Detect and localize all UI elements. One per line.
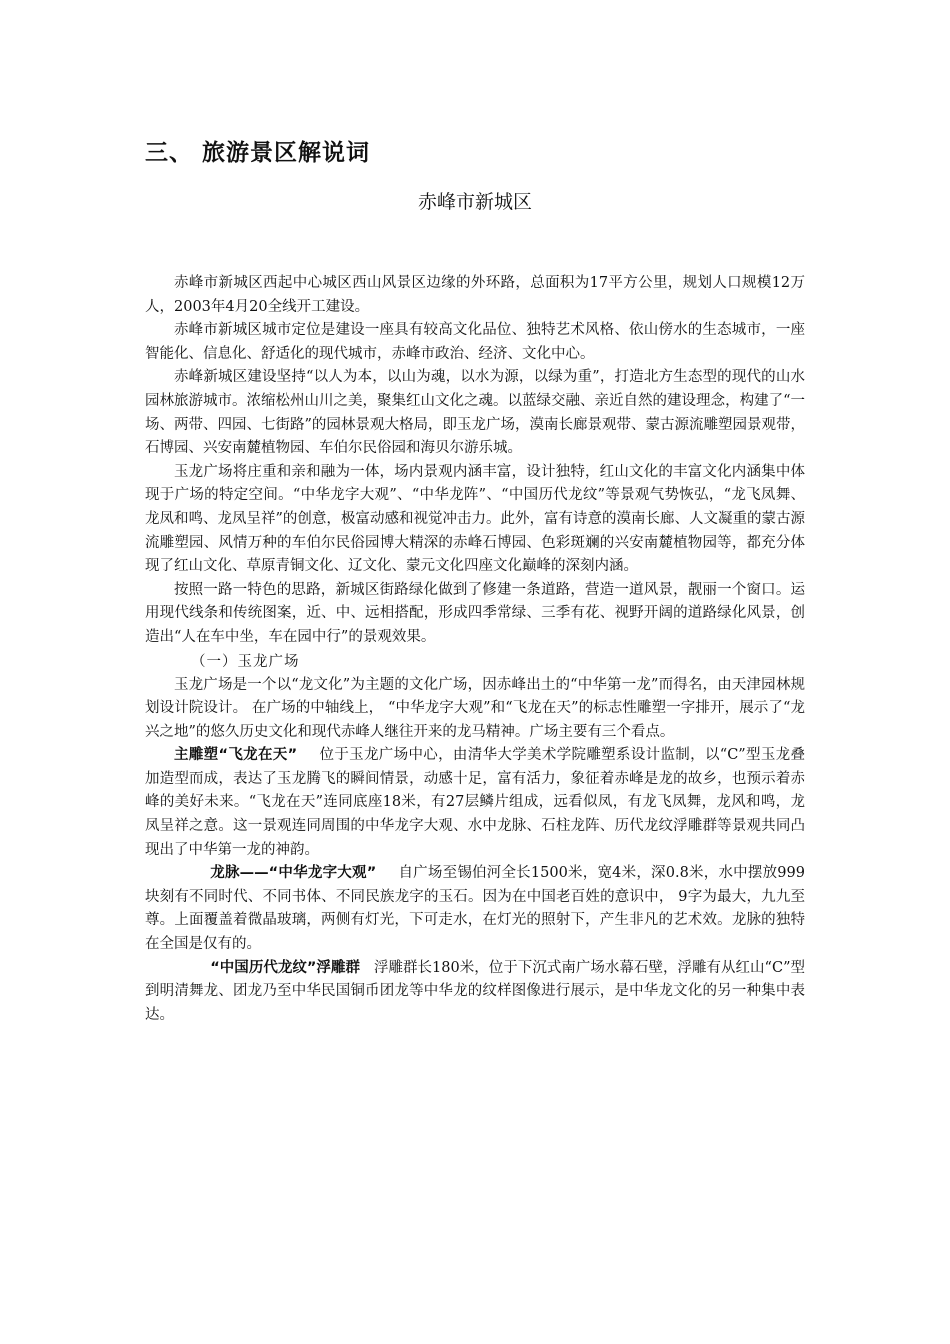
highlight-lead: “中国历代龙纹”浮雕群 [210,959,360,976]
highlight-text: 自广场至锡伯河全长1500米，宽4米，深0.8米，水中摆放999块刻有不同时代、不同书体、不同民族龙字的玉石。因为在中国老百姓的意识中， 9字为最大，九九至尊。上面覆盖着微晶玻璃，两侧有灯光，下可走水，在灯光的照射下，产生非凡的艺术效。龙脉的独特在全国是仅有的。 [145,865,805,953]
highlight-paragraph [145,744,805,862]
paragraph: 赤峰市新城区西起中心城区西山风景区边缘的外环路，总面积为17平方公里，规划人口规模12万人，2003年4月20全线开工建设。 [145,275,805,315]
paragraph: 赤峰新城区建设坚持“以人为本，以山为魂，以水为源，以绿为重”，打造北方生态型的现代的山水园林旅游城市。浓缩松州山川之美，聚集红山文化之魂。以蓝绿交融、亲近自然的建设理念，构建了“一场、两带、四园、七街路”的园林景观大格局，即玉龙广场，漠南长廊景观带、蒙古源流雕塑园景观带，石博园、兴安南麓植物园、车伯尔民俗园和海贝尔游乐城。 [145,369,805,457]
paragraph: 按照一路一特色的思路，新城区街路绿化做到了修建一条道路，营造一道风景，靓丽一个窗口。运用现代线条和传统图案，近、中、远相搭配，形成四季常绿、三季有花、视野开阔的道路绿化风景，创造出“人在车中坐，车在园中行”的景观效果。 [145,581,805,645]
paragraph: 玉龙广场将庄重和亲和融为一体，场内景观内涵丰富，设计独特，红山文化的丰富文化内涵集中体现于广场的特定空间。“中华龙字大观”、“中华龙阵”、“中国历代龙纹”等景观气势恢弘，“龙飞凤舞、龙凤和鸣、龙凤呈祥”的创意，极富动感和视觉冲击力。此外，富有诗意的漠南长廊、人文凝重的蒙古源流雕塑园、风情万种的车伯尔民俗园博大精深的赤峰石博园、色彩斑斓的兴安南麓植物园等，都充分体现了红山文化、草原青铜文化、辽文化、蒙元文化四座文化巅峰的深刻内涵。 [145,463,805,575]
section-heading: 三、 旅游景区解说词 [145,139,371,166]
highlight-text: 位于玉龙广场中心，由清华大学美术学院雕塑系设计监制，以“C”型玉龙叠加造型而成，表达了玉龙腾飞的瞬间情景，动感十足，富有活力，象征着赤峰是龙的故乡，也预示着赤峰的美好未来。“飞龙在天”连同底座18米，有27层鳞片组成，远看似凤，有龙飞凤舞，龙风和鸣，龙凤呈祥之意。这一景观连同周围的中华龙字大观、水中龙脉、石柱龙阵、历代龙纹浮雕群等景观共同凸现出了中华第一龙的神韵。 [145,747,806,858]
paragraph-intro: 玉龙广场是一个以“龙文化”为主题的文化广场，因赤峰出土的“中华第一龙”而得名，由天津园林规划设计院设计。 在广场的中轴线上， “中华龙字大观”和“飞龙在天”的标志性雕塑一字排开，展示了“龙兴之地”的悠久历史文化和现代赤峰人继往开来的龙马精神。广场主要有三个看点。 [145,676,805,740]
highlight-paragraph [145,862,805,956]
highlight-paragraph [145,957,805,1028]
highlight-text: 浮雕群长180米，位于下沉式南广场水幕石壁，浮雕有从红山“C”型到明清舞龙、团龙乃至中华民国铜币团龙等中华龙的纹样图像进行展示，是中华龙文化的另一种集中表达。 [145,959,805,1023]
paragraph: 赤峰市新城区城市定位是建设一座具有较高文化品位、独特艺术风格、依山傍水的生态城市，一座智能化、信息化、舒适化的现代城市，赤峰市政治、经济、文化中心。 [145,322,805,362]
highlight-lead: 主雕塑“飞龙在天” [174,747,298,764]
subsection-heading: （一）玉龙广场 [191,653,300,670]
document-title: 赤峰市新城区 [417,191,532,213]
document-body [145,272,805,1027]
highlight-lead: 龙脉——“中华龙字大观” [210,865,377,882]
